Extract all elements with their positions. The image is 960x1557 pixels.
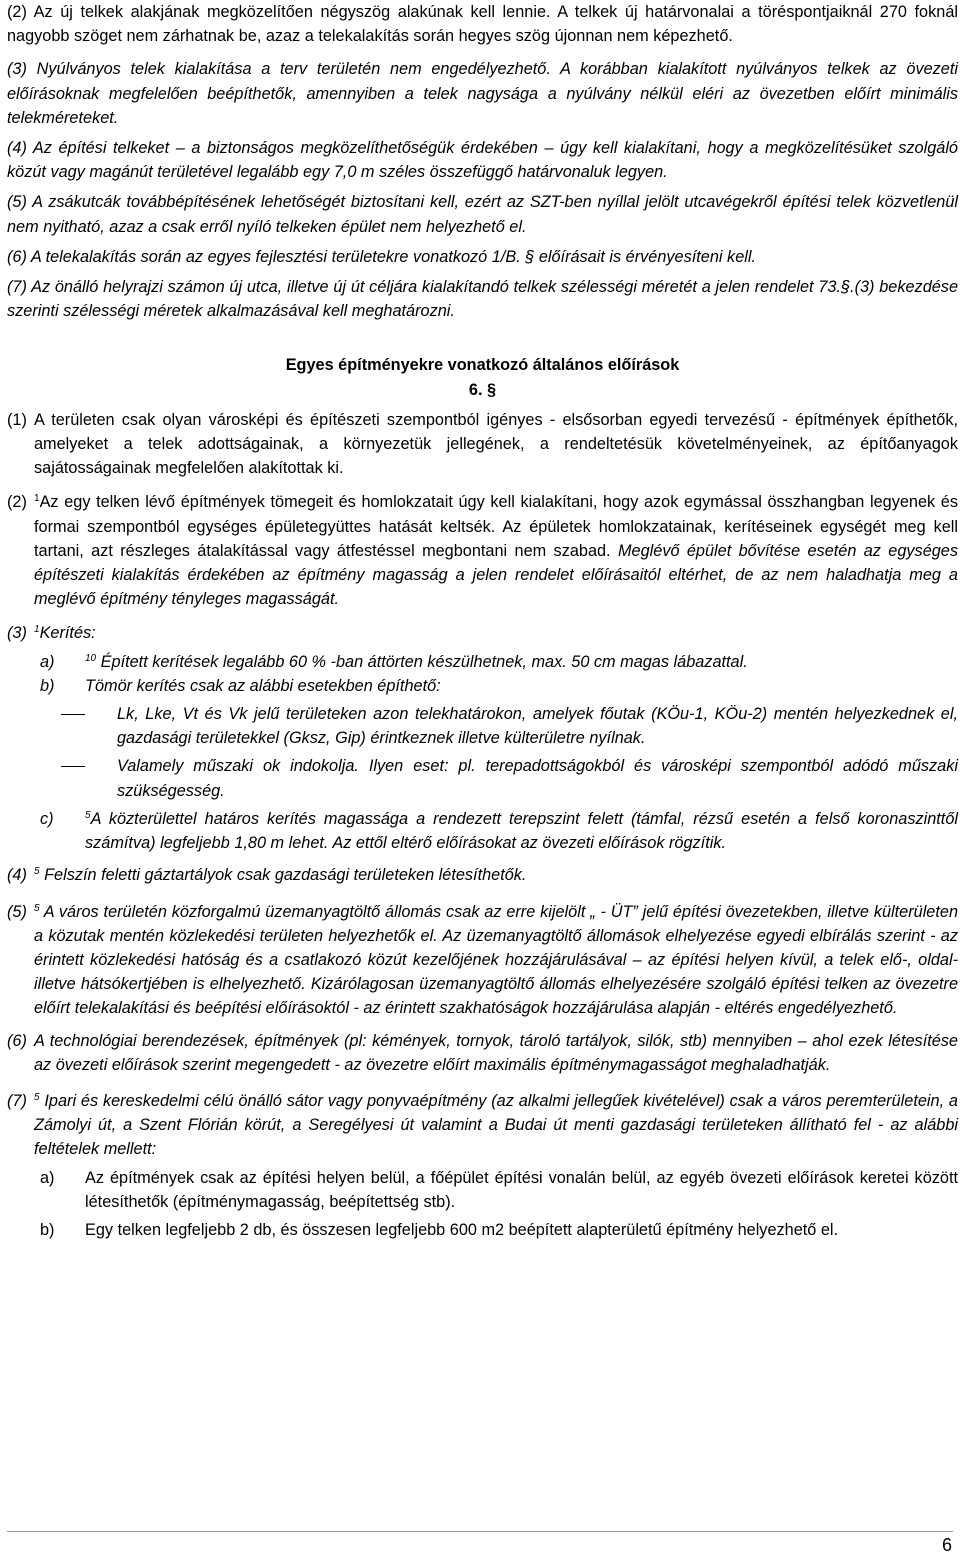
item-letter: a)	[40, 1168, 55, 1187]
item-text: Tömör kerítés csak az alábbi esetekben építhető:	[85, 676, 441, 695]
paragraph-number: (5)	[7, 902, 27, 921]
paragraph-number: (3)	[7, 624, 27, 643]
footnote-ref: 10	[85, 652, 97, 664]
paragraph-text: A területen csak olyan városképi és építészeti szempontból igényes - elsősorban egyedi tervezésű - építmények építhetők, amelyeket a telek adottságainak, a környezetük jellegének, a rendeltetésük követelményeinek, az építőanyagok sajátosságainak megfelelően alakítottak ki.	[34, 410, 958, 478]
document-content	[7, 0, 958, 1242]
item-letter: c)	[40, 809, 54, 828]
paragraph-text: $^5$ A város területén közforgalmú üzemanyagtöltő állomás csak az erre kijelölt „ - ÜT” jelű építési övezetekben, illetve külterületen a közutak mentén közlekedési területen helyezhetők el. Az üzemanyagtöltő állomások elhelyezése egyedi elbírálás szerint - az érintett közlekedési hatóság és a csatlakozó közút kezelőjének hozzájárulásával – az építési helyen kívül, a telek elő-, oldal- illetve hátsókertjében is elhelyezhető. Kizárólagosan üzemanyagtöltő állomás elhelyezésére szolgáló építési telken az övezetre előírt telekalakítási és beépítési előírásoktól - az érintett szakhatóságok hozzájárulása alapján - eltérés engedélyezhető.	[34, 902, 958, 1018]
fence-item-a	[7, 650, 958, 674]
footnote-ref: 5	[34, 1091, 40, 1103]
item-letter: b)	[40, 1220, 55, 1239]
footnote-ref: 5	[34, 902, 40, 914]
item-letter: a)	[40, 652, 55, 671]
fence-item-c	[7, 807, 958, 855]
tent-item-b	[7, 1218, 958, 1242]
section-6-paragraph-7	[7, 1089, 958, 1162]
paragraph-3	[7, 57, 958, 130]
paragraph-2: (2) Az új telkek alakjának megközelítően négyszög alakúnak kell lennie. A telkek új határvonalai a töréspontjaiknál 270 foknál nagyobb szöget nem zárhatnak be, azaz a telekalakítás során hegyes szög újonnan nem képezhető.	[7, 3, 958, 46]
fence-item-b	[7, 674, 958, 698]
fence-dash-item-1	[7, 702, 958, 750]
item-text: $^{10}$ Épített kerítések legalább 60 % -ban áttörten készülhetnek, max. 50 cm magas lábazattal.	[85, 652, 748, 671]
item-letter: b)	[40, 676, 55, 695]
item-text: Egy telken legfeljebb 2 db, és összesen legfeljebb 600 m2 beépített alapterületű építmény helyezhető el.	[85, 1220, 839, 1239]
paragraph-6: (6) A telekalakítás során az egyes fejlesztési területekre vonatkozó 1/B. § előírásait is érvényesíteni kell.	[7, 247, 757, 266]
paragraph-text: $^5$ Felszín feletti gáztartályok csak gazdasági területeken létesíthetők.	[34, 866, 527, 885]
fence-dash-item-2	[7, 754, 958, 802]
paragraph-text-italic: Meglévő épület bővítése esetén az egységes építészeti kialakítás érdekében az építmény magasság a jelen rendelet előírásaitól eltérhet, de az nem haladhatja meg a meglévő építmény tényleges magasságát.	[34, 541, 959, 609]
paragraph-text: $^1$Az egy telken lévő építmények tömegeit és homlokzatait úgy kell kialakítani, hogy azok egymással összhangban legyenek és formai szempontból egységes épületegyüttes hatását keltsék. Az épületek homlokzatainak, kerítéseinek egységét meg kell tartani, azt részleges átalakítással vagy átfestéssel megbontani nem szabad. Meglévő épület bővítése esetén az egységes építészeti kialakítás érdekében az építmény magasság a jelen rendelet előírásaitól eltérhet, de az nem haladhatja meg a meglévő építmény tényleges magasságát.	[34, 493, 959, 609]
footnote-ref: 1	[34, 493, 40, 505]
paragraph-number: (1)	[7, 410, 27, 429]
item-text: Az építmények csak az építési helyen belül, a főépület építési vonalán belül, az egyéb övezeti előírások keretei között létesíthetők (építménymagasság, beépítettség stb).	[85, 1168, 958, 1211]
dash-bullet	[61, 754, 117, 802]
section-heading	[7, 353, 958, 401]
footer-divider	[7, 1531, 953, 1532]
paragraph-number: (2)	[7, 493, 27, 512]
item-text: $^5$A közterülettel határos kerítés magassága a rendezett terepszint felett (támfal, rézsű esetén a felső koronaszinttől számítva) legfeljebb 1,80 m lehet. Az ettől eltérő előírásokat az övezeti előírások rögzítik.	[85, 809, 958, 853]
footnote-ref: 5	[34, 866, 40, 878]
section-6-paragraph-4	[7, 863, 958, 887]
footnote-ref: 1	[34, 624, 40, 636]
paragraph-7: (7) Az önálló helyrajzi számon új utca, illetve új út céljára kialakítandó telkek szélességi méretét a jelen rendelet 73.§.(3) bekezdése szerinti szélességi méretek alkalmazásával kell meghatározni.	[7, 278, 958, 321]
section-6-paragraph-1	[7, 408, 958, 481]
paragraph-title: $^1$Kerítés:	[34, 624, 96, 643]
footnote-ref: 5	[85, 809, 91, 821]
section-6-paragraph-6	[7, 1029, 958, 1077]
section-number: 6. §	[468, 380, 497, 399]
paragraph-5: (5) A zsákutcák továbbépítésének lehetőségét biztosítani kell, ezért az SZT-ben nyíllal jelölt utcavégekről építési telek közvetlenül nem nyitható, azaz a csak erről nyíló telkeken épület nem helyezhető el.	[7, 193, 958, 236]
paragraph-text: $^5$ Ipari és kereskedelmi célú önálló sátor vagy ponyvaépítmény (az alkalmi jellegűek kivételével) csak a város peremterületein, a Zámolyi út, a Szent Flórián körút, a Seregélyesi út valamint a Budai út menti gazdasági területeken állítható fel - az alábbi feltételek mellett:	[34, 1091, 958, 1159]
section-title: Egyes építményekre vonatkozó általános előírások	[285, 356, 680, 375]
tent-item-a	[7, 1166, 958, 1214]
item-text: Valamely műszaki ok indokolja. Ilyen eset: pl. terepadottságokból és városképi szempontból adódó műszaki szükségesség.	[117, 757, 958, 800]
section-6-paragraph-2	[7, 490, 958, 611]
paragraph-number: (7)	[7, 1091, 27, 1110]
item-text: Lk, Lke, Vt és Vk jelű területeken azon telekhatárokon, amelyek főutak (KÖu-1, KÖu-2) mentén helyezkednek el, gazdasági területekkel (Gksz, Gip) érintkeznek illetve külterületre nyílnak.	[117, 705, 958, 748]
page-number: 6	[941, 1535, 952, 1555]
paragraph-3-text: (3) Nyúlványos telek kialakítása a terv területén nem engedélyezhető. A korábban kialakított nyúlványos telkek az övezeti előírásoknak megfelelően beépíthetők, amennyiben a telek nagysága a nyúlvány nélkül eléri az övezetben előírt minimális telekméreteket.	[7, 60, 958, 127]
section-6-paragraph-5	[7, 900, 958, 1021]
paragraph-number: (4)	[7, 866, 27, 885]
dash-bullet	[61, 702, 117, 750]
section-6-paragraph-3	[7, 621, 958, 645]
paragraph-number: (6)	[7, 1031, 27, 1050]
paragraph-4: (4) Az építési telkeket – a biztonságos megközelíthetőségük érdekében – úgy kell kialakítani, hogy a megközelítésüket szolgáló közút vagy magánút területével legalább egy 7,0 m széles összefüggő határvonaluk legyen.	[7, 139, 958, 182]
paragraph-text: A technológiai berendezések, építmények (pl: kémények, tornyok, tároló tartályok, silók, stb) mennyiben – ahol ezek létesítése az övezeti előírások szerint megengedett - az övezetre előírt maximális építménymagasságot meghaladhatják.	[34, 1031, 958, 1074]
